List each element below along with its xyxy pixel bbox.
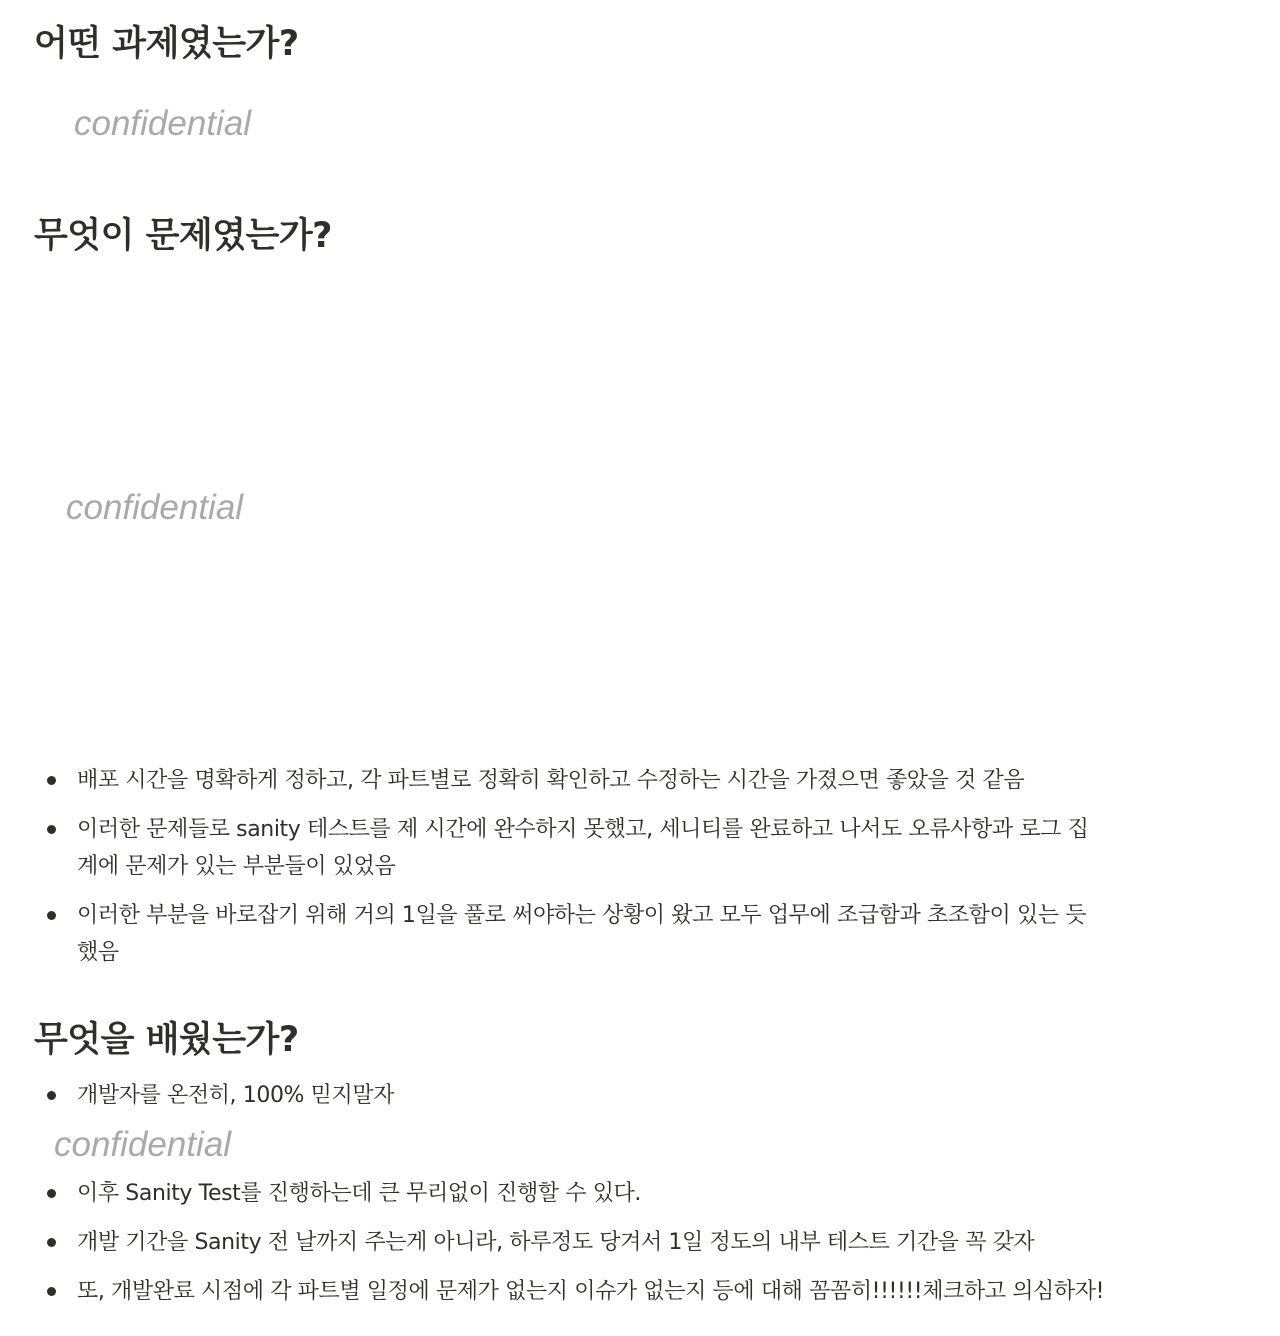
section-heading-task: 어떤 과제였는가? [34,24,299,64]
bullet-icon [47,1238,56,1247]
list-item: 개발 기간을 Sanity 전 날까지 주는게 아니라, 하루정도 당겨서 1일 정도의 내부 테스트 기간을 꼭 갖자 [0,1224,1107,1261]
section-heading-problem: 무엇이 문제였는가? [34,216,332,256]
learned-bullet-list-bottom [0,1175,1107,1310]
redacted-placeholder: confidential [54,1125,232,1164]
list-item: 이러한 부분을 바로잡기 위해 거의 1일을 풀로 써야하는 상황이 왔고 모두 업무에 조급함과 초조함이 있는 듯 했음 [0,897,1107,971]
problem-bullet-list [0,762,1107,971]
list-item: 이러한 문제들로 sanity 테스트를 제 시간에 완수하지 못했고, 세니티를 완료하고 나서도 오류사항과 로그 집계에 문제가 있는 부분들이 있었음 [0,811,1107,885]
bullet-icon [47,911,56,920]
redacted-placeholder: confidential [74,104,252,143]
redacted-placeholder: confidential [66,488,244,527]
learned-bullet-list-top [0,1077,1107,1114]
bullet-icon [47,825,56,834]
bullet-icon [47,1091,56,1100]
bullet-icon [47,1189,56,1198]
bullet-icon [47,1287,56,1296]
list-item: 배포 시간을 명확하게 정하고, 각 파트별로 정확히 확인하고 수정하는 시간을 가졌으면 좋았을 것 같음 [0,762,1107,799]
list-item: 개발자를 온전히, 100% 믿지말자 [0,1077,1107,1114]
list-item: 이후 Sanity Test를 진행하는데 큰 무리없이 진행할 수 있다. [0,1175,1107,1212]
bullet-icon [47,776,56,785]
list-item: 또, 개발완료 시점에 각 파트별 일정에 문제가 없는지 이슈가 없는지 등에 대해 꼼꼼히!!!!!!체크하고 의심하자! [0,1273,1107,1310]
section-heading-learned: 무엇을 배웠는가? [34,1020,299,1060]
